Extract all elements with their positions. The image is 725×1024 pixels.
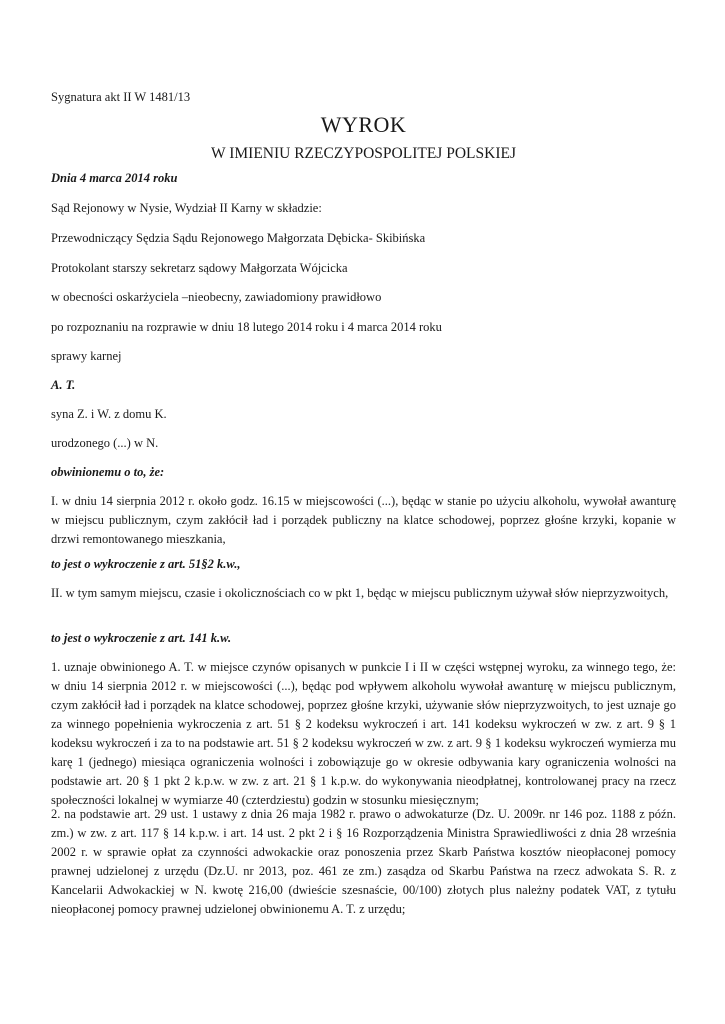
charge-1: I. w dniu 14 sierpnia 2012 r. około godz. 16.15 w miejscowości (...), będąc w stanie po użyciu alkoholu, wywołał awanturę w miejscu publicznym, czym zakłócił ład i porządek publiczny na klatce schodowej, poprzez głośne krzyki, kopanie w drzwi remontowanego mieszkania,: [51, 494, 676, 546]
charge-1-article: to jest o wykroczenie z art. 51§2 k.w.,: [51, 557, 241, 571]
defendant-parents: syna Z. i W. z domu K.: [51, 407, 167, 421]
defendant-birth: urodzonego (...) w N.: [51, 436, 159, 450]
accusation-heading: obwinionemu o to, że:: [51, 465, 165, 479]
presiding-judge: Przewodniczący Sędzia Sądu Rejonowego Małgorzata Dębicka- Skibińska: [51, 231, 426, 245]
case-signature: Sygnatura akt II W 1481/13: [51, 90, 191, 104]
hearing-dates: po rozpoznaniu na rozprawie w dniu 18 lutego 2014 roku i 4 marca 2014 roku: [51, 320, 442, 334]
document-title: WYROK: [320, 112, 407, 137]
defendant-name: A. T.: [51, 378, 76, 392]
court-composition: Sąd Rejonowy w Nysie, Wydział II Karny w składzie:: [51, 201, 322, 215]
ruling-point-1: 1. uznaje obwinionego A. T. w miejsce czynów opisanych w punkcie I i II w części wstępnej wyroku, za winnego tego, że: w dniu 14 sierpnia 2012 r. w miejscowości (...), będąc pod wpływem alkoholu wywołał awanturę w miejscu publicznym, czym zakłócił ład i porządek na klatce schodowej, poprzez głośne krzyki, używanie słów nieprzyzwoitych, to jest uznaje go za winnego popełnienia wykroczenia z art. 51 § 2 kodeksu wykroczeń i art. 141 kodeksu wykroczeń w zw. z art. 9 § 1 kodeksu wykroczeń i za to na podstawie art. 51 § 2 kodeksu wykroczeń w zw. z art. 9 § 1 kodeksu wykroczeń wymierza mu karę 1 (jednego) miesiąca ograniczenia wolności i zobowiązuje go w okresie odbywania kary ograniczenia wolności na podstawie art. 20 § 1 pkt 2 k.p.w. w zw. z art. 21 § 1 k.p.w. do wykonywania nieodpłatnej, kontrolowanej pracy na rzecz społeczności lokalnej w wymiarze 40 (czterdziestu) godzin w stosunku miesięcznym;: [51, 660, 676, 807]
ruling-point-2: 2. na podstawie art. 29 ust. 1 ustawy z dnia 26 maja 1982 r. prawo o adwokaturze (Dz. U. 2009r. nr 146 poz. 1188 z późn. zm.) w zw. z art. 117 § 14 k.p.w. i art. 14 ust. 2 pkt 2 i § 16 Rozporządzenia Ministra Sprawiedliwości z dnia 28 września 2002 r. w sprawie opłat za czynności adwokackie oraz ponoszenia przez Skarb Państwa kosztów nieopłaconej pomocy prawnej udzielonej z urzędu (Dz.U. nr 2013, poz. 461 ze zm.) zasądza od Skarbu Państwa na rzecz adwokata S. R. z Kancelarii Adwokackiej w N. kwotę 216,00 (dwieście szesnaście, 00/100) złotych plus należny podatek VAT, z tytułu nieopłaconej pomocy prawnej udzielonej obwinionemu A. T. z urzędu;: [51, 807, 676, 916]
charge-2-article: to jest o wykroczenie z art. 141 k.w.: [51, 631, 232, 645]
charge-2: II. w tym samym miejscu, czasie i okolicznościach co w pkt 1, będąc w miejscu publicznym używał słów nieprzyzwoitych,: [51, 586, 669, 600]
document-subtitle: W IMIENIU RZECZYPOSPOLITEJ POLSKIEJ: [211, 145, 516, 162]
case-type: sprawy karnej: [51, 349, 122, 363]
court-clerk: Protokolant starszy sekretarz sądowy Małgorzata Wójcicka: [51, 261, 348, 275]
prosecutor-presence: w obecności oskarżyciela –nieobecny, zawiadomiony prawidłowo: [51, 290, 382, 304]
judgment-date: Dnia 4 marca 2014 roku: [51, 171, 178, 185]
